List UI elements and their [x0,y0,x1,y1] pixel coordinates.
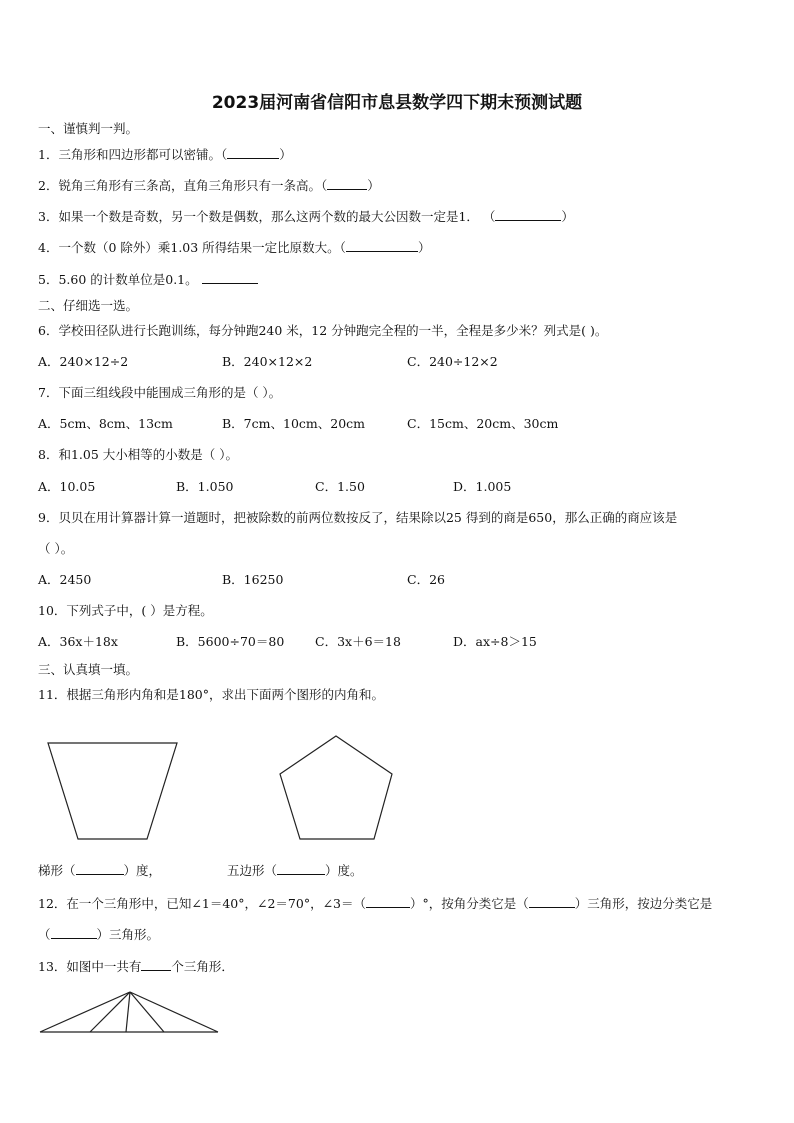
trapezoid-answer: 梯形（ ）度， [38,863,162,878]
answer-blank[interactable] [51,926,97,939]
answer-blank[interactable] [529,895,575,908]
question-9-continued: （ ）。 [38,541,74,556]
question-text: 4．一个数（0 除外）乘1.03 所得结果一定比原数大。（ [38,240,346,255]
section-heading-choice: 二、仔细选一选。 [38,298,139,313]
option-d[interactable]: D．ax÷8＞15 [453,634,537,649]
option-b[interactable]: B．7cm、10cm、20cm [222,416,366,431]
question-12: 12．在一个三角形中，已知∠1＝40°，∠2＝70°，∠3＝（ ）°，按角分类它是（ ）三角形，按边分类它是 [38,896,713,911]
question-3: 3．如果一个数是奇数，另一个数是偶数，那么这两个数的最大公因数一定是1． （ ） [38,209,574,224]
option-b[interactable]: B．5600÷70＝80 [176,634,285,649]
question-13: 13．如图中一共有 个三角形． [38,959,234,974]
option-d[interactable]: D．1.005 [453,479,512,494]
question-1: 1．三角形和四边形都可以密铺。（ ） [38,147,292,162]
option-c[interactable]: C．26 [407,572,445,587]
option-c[interactable]: C．15cm、20cm、30cm [407,416,559,431]
question-4: 4．一个数（0 除外）乘1.03 所得结果一定比原数大。（ ） [38,240,431,255]
option-a[interactable]: A．10.05 [38,479,96,494]
question-7: 7．下面三组线段中能围成三角形的是（ ）。 [38,385,282,400]
pentagon-answer: 五边形（ ）度。 [227,863,363,878]
triangles-figure [40,992,218,1032]
question-text: 1．三角形和四边形都可以密铺。（ [38,147,228,162]
question-text: 2．锐角三角形有三条高，直角三角形只有一条高。（ [38,178,328,193]
question-text: 5．5.60 的计数单位是0.1。 [38,272,198,287]
option-b[interactable]: B．1.050 [176,479,234,494]
option-c[interactable]: C．3x＋6＝18 [315,634,401,649]
option-c[interactable]: C．1.50 [315,479,365,494]
answer-blank[interactable] [277,862,325,875]
trapezoid-figure [48,743,177,839]
section-heading-fill: 三、认真填一填。 [38,662,139,677]
answer-blank[interactable] [366,895,410,908]
page-title: 2023届河南省信阳市息县数学四下期末预测试题 [211,93,583,113]
answer-blank[interactable] [76,862,124,875]
question-8: 8．和1.05 大小相等的小数是（ ）。 [38,447,238,462]
question-10: 10．下列式子中，( ）是方程。 [38,603,213,618]
question-11: 11．根据三角形内角和是180°，求出下面两个图形的内角和。 [38,687,385,702]
option-a[interactable]: A．240×12÷2 [38,354,129,369]
question-12-continued: （ ）三角形。 [38,927,160,942]
question-9: 9．贝贝在用计算器计算一道题时，把被除数的前两位数按反了，结果除以25 得到的商是650，那么正确的商应该是 [38,510,678,525]
option-a[interactable]: A．2450 [38,572,92,587]
option-a[interactable]: A．36x＋18x [38,634,118,649]
question-text: 3．如果一个数是奇数，另一个数是偶数，那么这两个数的最大公因数一定是1． （ [38,209,496,224]
answer-blank[interactable] [141,958,171,971]
option-c[interactable]: C．240÷12×2 [407,354,498,369]
option-a[interactable]: A．5cm、8cm、13cm [38,416,173,431]
option-b[interactable]: B．240×12×2 [222,354,313,369]
option-b[interactable]: B．16250 [222,572,284,587]
section-heading-judge: 一、谨慎判一判。 [38,121,139,136]
question-6: 6．学校田径队进行长跑训练，每分钟跑240 米，12 分钟跑完全程的一半，全程是多少米？列式是( )。 [38,323,608,338]
pentagon-figure [280,736,392,839]
question-2: 2．锐角三角形有三条高，直角三角形只有一条高。（ ） [38,178,380,193]
